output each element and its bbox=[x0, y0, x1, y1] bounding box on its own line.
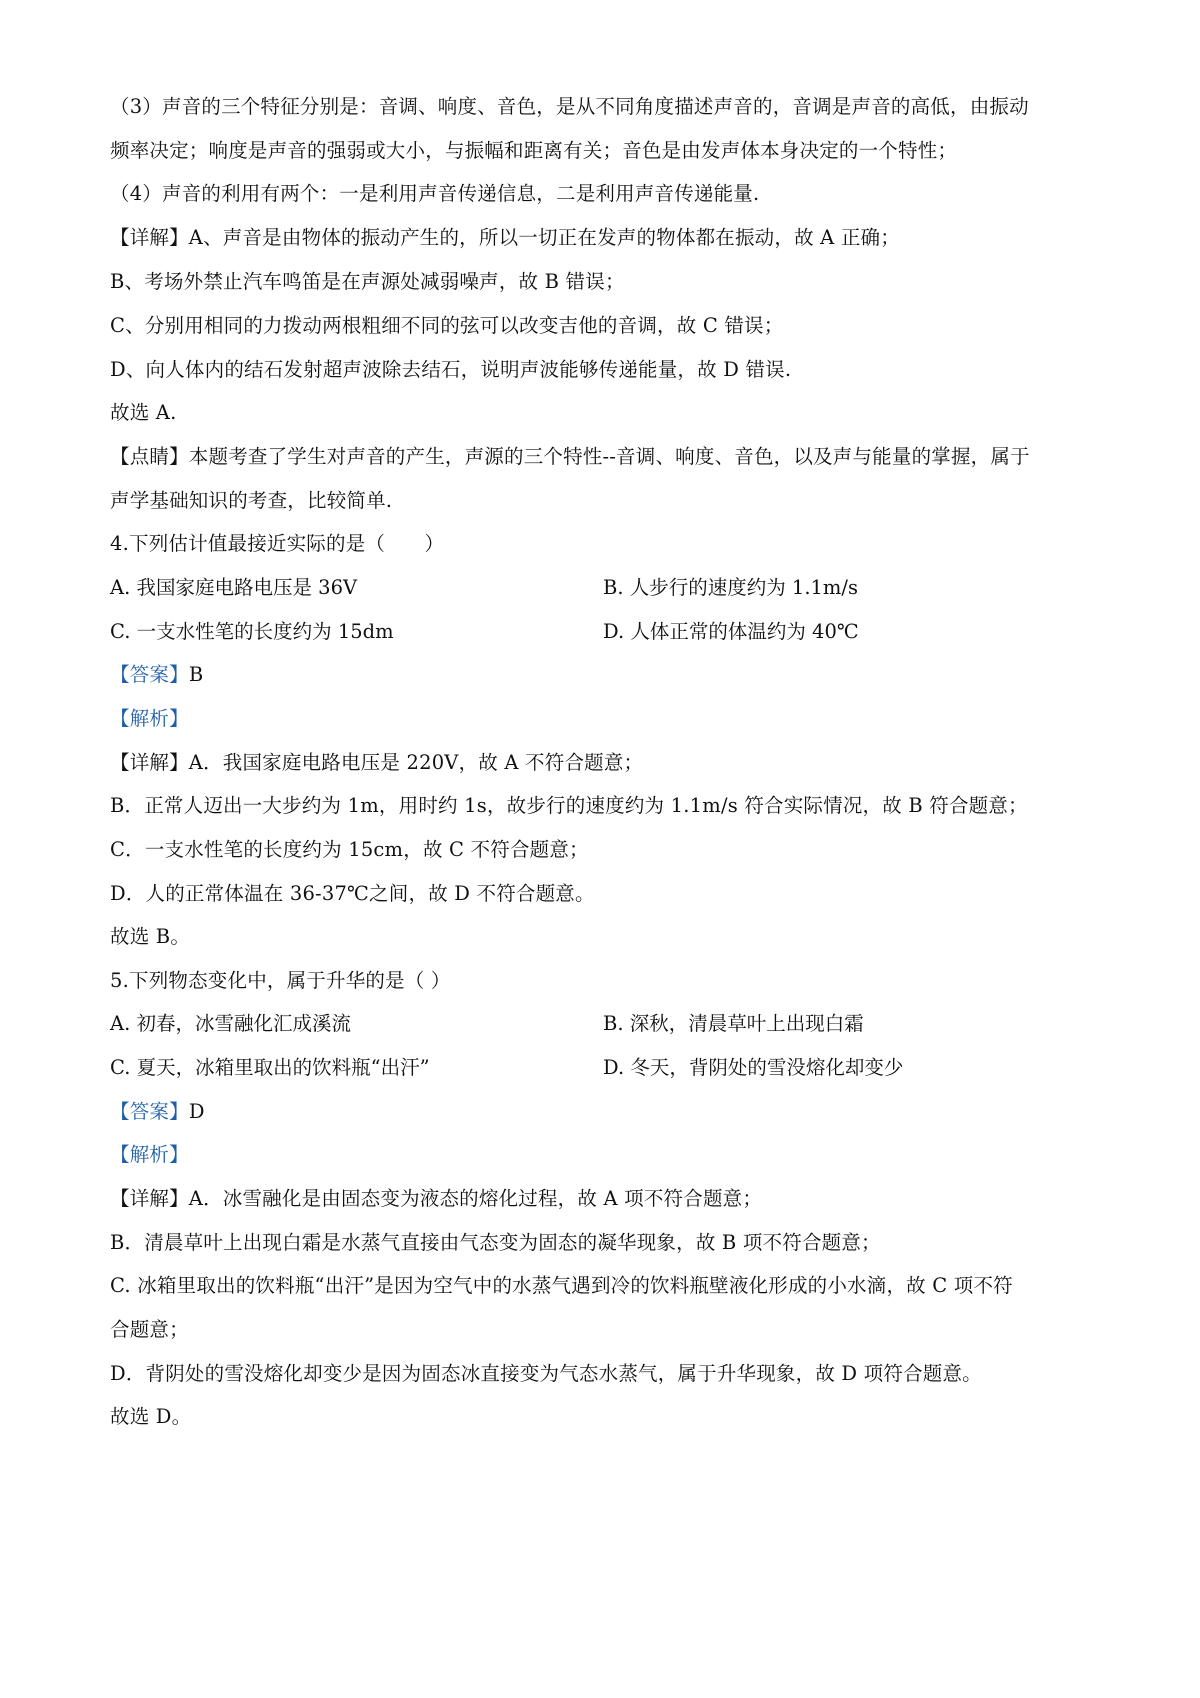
q4-detail-a: 【详解】A．我国家庭电路电压是 220V，故 A 不符合题意； bbox=[110, 751, 644, 774]
q5-analysis-label: 【解析】 bbox=[110, 1143, 189, 1166]
q5-detail-a: 【详解】A．冰雪融化是由固态变为液态的熔化过程，故 A 项不符合题意； bbox=[110, 1187, 763, 1210]
q5-answer-label: 【答案】 bbox=[110, 1100, 189, 1123]
q4-answer-value: B bbox=[188, 663, 204, 686]
q5-stem: 5.下列物态变化中，属于升华的是（ ） bbox=[110, 969, 451, 992]
q4-option-a: A. 我国家庭电路电压是 36V bbox=[110, 576, 358, 599]
q5-detail-d: D．背阴处的雪没熔化却变少是因为固态冰直接变为气态水蒸气，属于升华现象，故 D 项符合题意。 bbox=[110, 1362, 982, 1385]
q5-option-d: D. 冬天，背阴处的雪没熔化却变少 bbox=[603, 1056, 904, 1079]
q3-detail-d: D、向人体内的结石发射超声波除去结石，说明声波能够传递能量，故 D 错误. bbox=[110, 358, 792, 381]
q5-detail-c-line-2: 合题意； bbox=[110, 1318, 189, 1341]
q5-detail-b: B．清晨草叶上出现白霜是水蒸气直接由气态变为固态的凝华现象，故 B 项不符合题意； bbox=[110, 1231, 881, 1254]
q3-analysis-line-3: （4）声音的利用有两个：一是利用声音传递信息，二是利用声音传递能量. bbox=[110, 182, 760, 205]
q5-choice: 故选 D。 bbox=[110, 1405, 192, 1428]
q3-choice: 故选 A. bbox=[110, 401, 177, 424]
q3-detail-a: 【详解】A、声音是由物体的振动产生的，所以一切正在发声的物体都在振动，故 A 正确； bbox=[110, 226, 900, 249]
q4-option-d: D. 人体正常的体温约为 40℃ bbox=[603, 620, 859, 643]
q5-option-b: B. 深秋，清晨草叶上出现白霜 bbox=[603, 1012, 864, 1035]
q4-detail-d: D．人的正常体温在 36-37℃之间，故 D 不符合题意。 bbox=[110, 882, 595, 905]
q3-analysis-line-1: （3）声音的三个特征分别是：音调、响度、音色，是从不同角度描述声音的，音调是声音的高低，由振动 bbox=[110, 95, 1029, 118]
q5-option-c: C. 夏天，冰箱里取出的饮料瓶“出汗” bbox=[110, 1056, 430, 1079]
q5-detail-c-line-1: C. 冰箱里取出的饮料瓶“出汗”是因为空气中的水蒸气遇到冷的饮料瓶壁液化形成的小水滴，故 C 项不符 bbox=[110, 1274, 1013, 1297]
q4-option-b: B. 人步行的速度约为 1.1m/s bbox=[603, 576, 859, 599]
q4-analysis-label: 【解析】 bbox=[110, 707, 189, 730]
q4-option-c: C. 一支水性笔的长度约为 15dm bbox=[110, 620, 394, 643]
q5-answer-value: D bbox=[188, 1100, 205, 1123]
q3-comment-line-2: 声学基础知识的考查，比较简单. bbox=[110, 489, 393, 512]
q5-option-a: A. 初春，冰雪融化汇成溪流 bbox=[110, 1012, 351, 1035]
q4-detail-c: C．一支水性笔的长度约为 15cm，故 C 不符合题意； bbox=[110, 838, 589, 861]
q5-answer bbox=[110, 1099, 205, 1125]
q4-answer bbox=[110, 662, 203, 688]
q4-choice: 故选 B。 bbox=[110, 925, 191, 948]
q3-comment-line-1: 【点睛】本题考查了学生对声音的产生，声源的三个特性--音调、响度、音色，以及声与能量的掌握，属于 bbox=[110, 445, 1030, 468]
q4-answer-label: 【答案】 bbox=[110, 663, 189, 686]
q4-stem: 4.下列估计值最接近实际的是（ ） bbox=[110, 532, 445, 555]
q3-detail-b: B、考场外禁止汽车鸣笛是在声源处减弱噪声，故 B 错误； bbox=[110, 270, 625, 293]
q4-detail-b: B．正常人迈出一大步约为 1m，用时约 1s，故步行的速度约为 1.1m/s 符合实际情况，故 B 符合题意； bbox=[110, 794, 1028, 817]
q3-detail-c: C、分别用相同的力拨动两根粗细不同的弦可以改变吉他的音调，故 C 错误； bbox=[110, 314, 784, 337]
q3-analysis-line-2: 频率决定；响度是声音的强弱或大小，与振幅和距离有关；音色是由发声体本身决定的一个特性； bbox=[110, 139, 958, 162]
